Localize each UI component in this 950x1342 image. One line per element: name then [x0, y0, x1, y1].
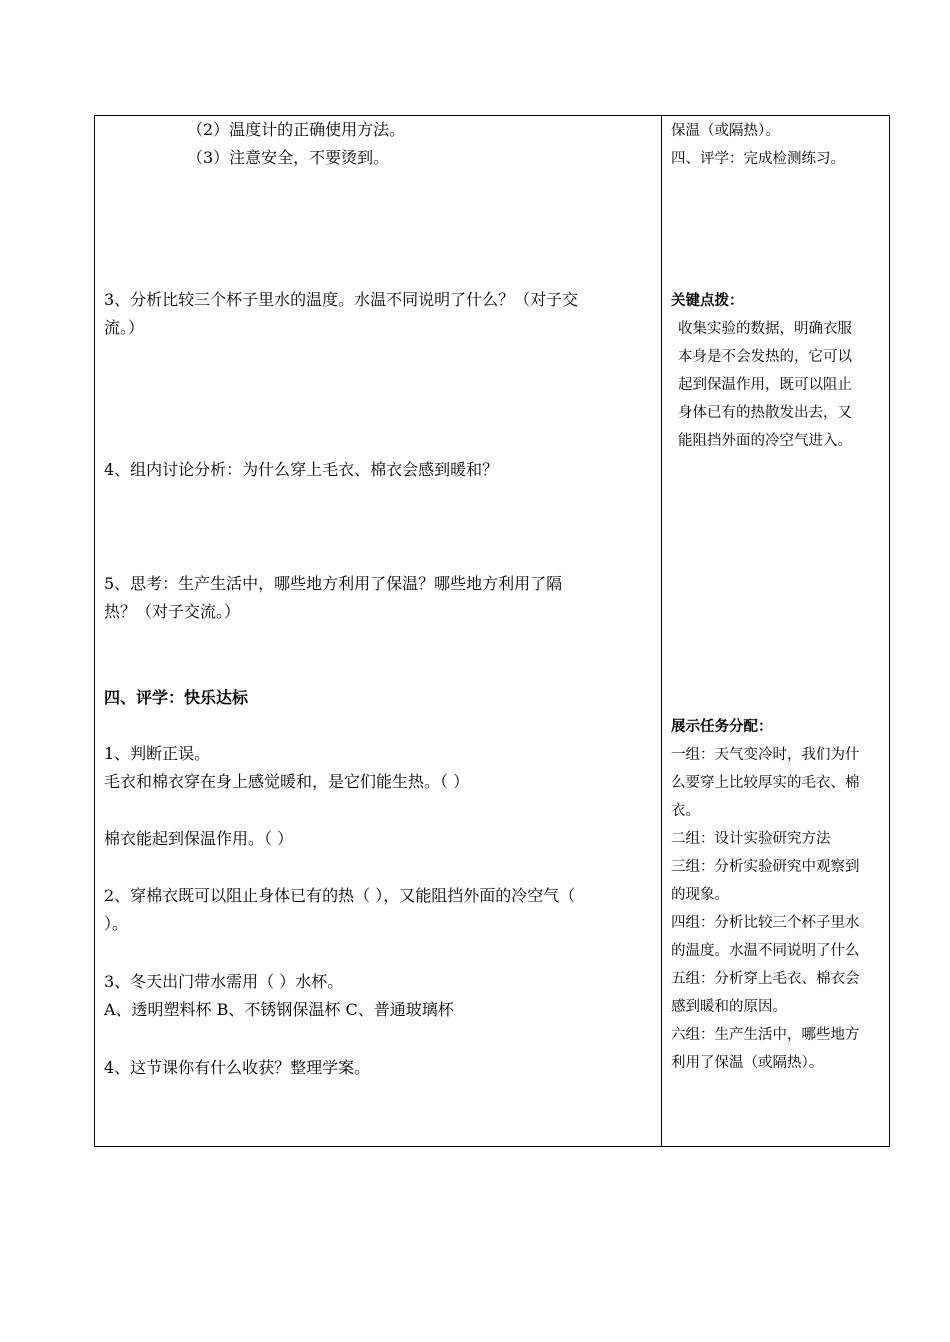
key-point-line: 收集实验的数据，明确衣服	[678, 321, 852, 337]
question-5-line2: 热？（对子交流。）	[104, 602, 241, 621]
task-line: 衣。	[671, 803, 700, 819]
task-line: 二组：设计实验研究方法	[671, 831, 831, 847]
task-line: 五组：分析穿上毛衣、棉衣会	[671, 971, 860, 987]
step-3-safety: （3）注意安全，不要烫到。	[187, 148, 390, 167]
right-top-line2: 四、评学：完成检测练习。	[671, 151, 845, 167]
key-point-line: 本身是不会发热的，它可以	[678, 349, 852, 365]
exercise-4: 4、这节课你有什么收获？整理学案。	[104, 1058, 371, 1077]
question-3-line1: 3、分析比较三个杯子里水的温度。水温不同说明了什么？（对子交	[104, 290, 579, 309]
exercise-2-line1: 2、穿棉衣既可以阻止身体已有的热（ ），又能阻挡外面的冷空气（	[104, 886, 576, 905]
key-point-line: 能阻挡外面的冷空气进入。	[678, 433, 852, 449]
exercise-2-line2: ）。	[104, 914, 129, 933]
exercise-1-title: 1、判断正误。	[104, 744, 211, 763]
exercise-1-b: 棉衣能起到保温作用。（ ）	[104, 829, 294, 848]
question-3-line2: 流。）	[104, 318, 145, 337]
task-line: 的现象。	[671, 887, 729, 903]
task-line: 的温度。水温不同说明了什么	[671, 943, 860, 959]
column-divider	[661, 116, 662, 1146]
question-4: 4、组内讨论分析：为什么穿上毛衣、棉衣会感到暖和？	[104, 460, 499, 479]
exercise-3: 3、冬天出门带水需用（ ）水杯。	[104, 972, 344, 991]
key-point-line: 身体已有的热散发出去，又	[678, 405, 852, 421]
task-line: 六组：生产生活中，哪些地方	[671, 1027, 860, 1043]
task-line: 利用了保温（或隔热）。	[671, 1055, 824, 1071]
task-line: 一组：天气变冷时，我们为什	[671, 747, 860, 763]
section-4-title: 四、评学：快乐达标	[104, 688, 249, 707]
key-point-line: 起到保温作用，既可以阻止	[678, 377, 852, 393]
task-line: 么要穿上比较厚实的毛衣、棉	[671, 775, 860, 791]
exercise-3-options: A、透明塑料杯 B、不锈钢保温杯 C、普通玻璃杯	[104, 1000, 454, 1019]
task-line: 四组：分析比较三个杯子里水	[671, 915, 860, 931]
question-5-line1: 5、思考：生产生活中，哪些地方利用了保温？哪些地方利用了隔	[104, 574, 563, 593]
task-line: 三组：分析实验研究中观察到	[671, 859, 860, 875]
step-2-thermometer: （2）温度计的正确使用方法。	[187, 120, 406, 139]
key-points-title: 关键点拨：	[671, 292, 744, 309]
lesson-table	[94, 115, 890, 1147]
exercise-1-a: 毛衣和棉衣穿在身上感觉暖和，是它们能生热。（ ）	[104, 772, 470, 791]
right-top-line1: 保温（或隔热）。	[671, 123, 780, 139]
task-assignment-title: 展示任务分配：	[671, 718, 773, 735]
task-line: 感到暖和的原因。	[671, 999, 787, 1015]
